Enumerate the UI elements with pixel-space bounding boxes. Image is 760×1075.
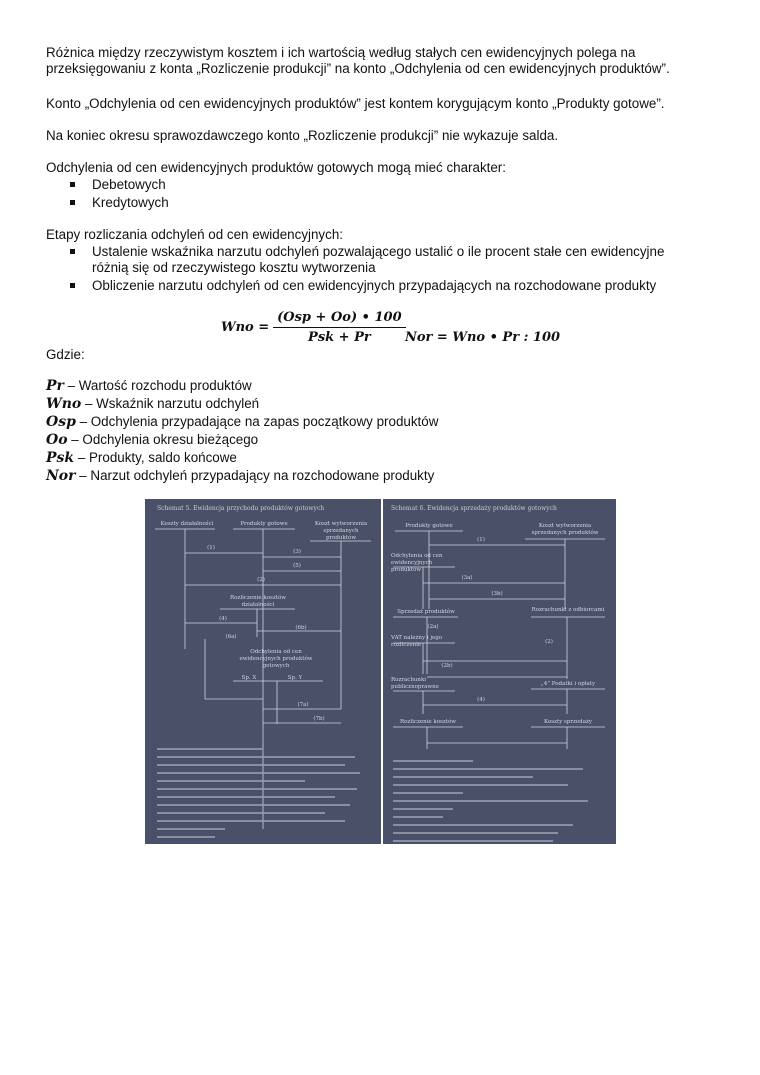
arrow-label: (7b) — [313, 716, 325, 722]
arrow-label: (1) — [207, 545, 215, 551]
list-item: Ustalenie wskaźnika narzutu odchyleń pozwalającego ustalić o ile procent stałe cen ewidencyjne różnią się od rzeczywistego kosztu wytworzenia — [46, 244, 726, 276]
arrow-label: (2a) — [427, 624, 439, 630]
arrow-label: (6b) — [295, 625, 307, 631]
scheme-title: Schemat 5. Ewidencja przychodu produktów gotowych — [157, 505, 325, 512]
paragraph-charakter: Odchylenia od cen ewidencyjnych produktów gotowych mogą mieć charakter: — [46, 160, 506, 175]
paragraph-konto-korygujace: Konto „Odchylenia od cen ewidencyjnych produktów” jest kontem korygującym konto „Produkty gotowe”. — [46, 96, 665, 111]
scheme-photo-left — [145, 499, 381, 844]
account-label: Rozrachunki z odbiorcami — [531, 607, 605, 613]
arrow-label: (7a) — [297, 702, 309, 708]
legend-text: – Narzut odchyleń przypadający na rozchodowane produkty — [75, 468, 435, 483]
footnote-lines — [383, 499, 616, 844]
legend-symbol: Osp — [46, 414, 76, 430]
account-label: „4” Podatki i opłaty — [540, 681, 596, 687]
account-label: Odchylenia od cen ewidencyjnych produktów gotowych — [239, 649, 313, 669]
legend-row — [46, 413, 438, 431]
legend-text: – Wskaźnik narzutu odchyleń — [81, 396, 260, 411]
account-label: Koszty sprzedaży — [544, 719, 592, 725]
arrow-label: (3) — [293, 549, 301, 555]
formula-wno-lhs: Wno = — [221, 320, 270, 335]
character-list — [46, 177, 726, 211]
account-label: Rozliczenie kosztów — [400, 719, 456, 725]
list-item: Debetowych — [46, 177, 726, 193]
account-label: Koszt wytworzenia sprzedanych produktów — [531, 523, 599, 536]
account-label: Produkty gotowe — [240, 521, 288, 527]
legend-row — [46, 467, 438, 485]
arrow-label: (1) — [477, 537, 485, 543]
arrow-label: (2b) — [441, 663, 453, 669]
account-label: Koszty działalności — [160, 521, 214, 527]
legend-row — [46, 377, 438, 395]
formula-wno-numerator: (Osp + Oo) • 100 — [273, 310, 405, 328]
paragraph-etapy: Etapy rozliczania odchyleń od cen ewidencyjnych: — [46, 227, 343, 242]
footnote-lines — [145, 499, 381, 844]
legend-text: – Odchylenia przypadające na zapas początkowy produktów — [75, 414, 439, 429]
account-label: Sp. X — [241, 675, 257, 681]
arrow-label: (4) — [219, 616, 227, 622]
legend-text: – Wartość rozchodu produktów — [63, 378, 252, 393]
formula-nor: Nor = Wno • Pr : 100 — [405, 330, 561, 345]
legend-row — [46, 431, 438, 449]
legend-symbol: Wno — [46, 396, 82, 412]
legend-row — [46, 449, 438, 467]
account-label: Koszt wytworzenia sprzedanych produktów — [314, 521, 368, 541]
arrow-label: (3b) — [491, 591, 503, 597]
account-label: Odchylenia od cen ewidencyjnych produktów — [391, 553, 443, 573]
account-label: Produkty gotowe — [405, 523, 453, 529]
symbol-legend — [46, 377, 438, 485]
legend-symbol: Pr — [46, 378, 64, 394]
account-label: VAT należny i jego rozliczenie — [391, 635, 443, 648]
arrow-label: (6a) — [225, 634, 237, 640]
scheme-title: Schemat 6. Ewidencja sprzedaży produktów gotowych — [391, 505, 557, 512]
steps-list — [46, 244, 726, 294]
account-label: Sp. Y — [287, 675, 303, 681]
legend-row — [46, 395, 438, 413]
account-label: Sprzedaż produktów — [397, 609, 455, 615]
legend-text: – Produkty, saldo końcowe — [74, 450, 237, 465]
account-label: Rozrachunki publicznoprawne — [391, 677, 439, 690]
paragraph-koniec-okresu: Na koniec okresu sprawozdawczego konto „Rozliczenie produkcji” nie wykazuje salda. — [46, 128, 559, 143]
list-item: Kredytowych — [46, 195, 726, 211]
arrow-label: (5) — [293, 563, 301, 569]
arrow-label: (3a) — [461, 575, 473, 581]
list-item: Obliczenie narzutu odchyleń od cen ewidencyjnych przypadających na rozchodowane produkty — [46, 278, 726, 294]
paragraph-rozliczenie: Różnica między rzeczywistym kosztem i ich wartością według stałych cen ewidencyjnych polega na przeksięgowaniu z konta „Rozliczenie produkcji” na konto „Odchylenia od cen ewidencyjnych produktów”. — [46, 45, 670, 76]
legend-symbol: Nor — [46, 468, 76, 484]
legend-text: – Odchylenia okresu bieżącego — [67, 432, 259, 447]
account-label: Rozliczenie kosztów działalności — [230, 595, 286, 608]
formula-wno-denominator: Psk + Pr — [308, 330, 371, 345]
formula-wno — [221, 310, 406, 345]
legend-symbol: Psk — [46, 450, 75, 466]
scheme-photo-right — [383, 499, 616, 844]
gdzie-label: Gdzie: — [46, 347, 85, 362]
arrow-label: (4) — [477, 697, 485, 703]
arrow-label: (2) — [257, 577, 265, 583]
arrow-label: (2) — [545, 639, 553, 645]
legend-symbol: Oo — [46, 432, 68, 448]
